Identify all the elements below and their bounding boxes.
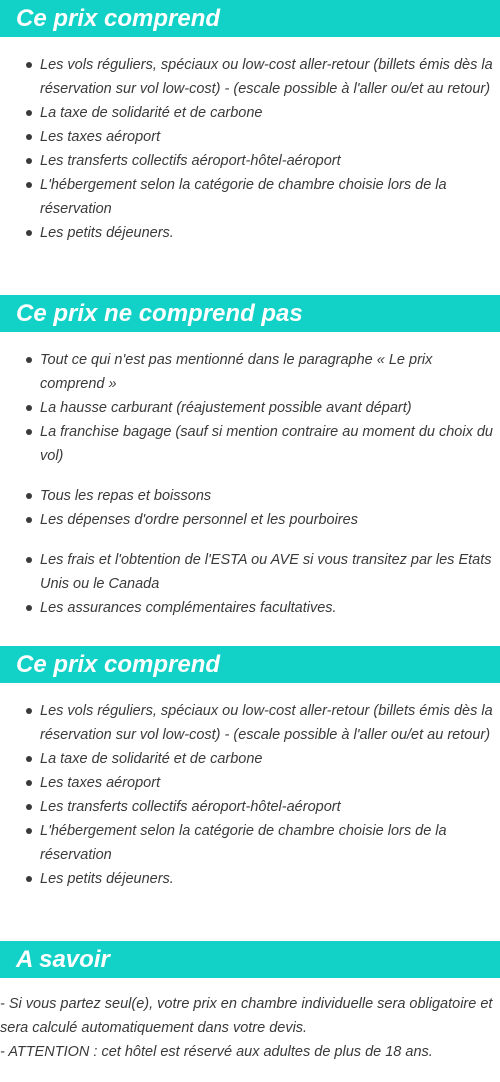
list-item: Les vols réguliers, spéciaux ou low-cost aller-retour (billets émis dès la réservation sur vol low-cost) - (escale possible à l'aller ou/et au retour) — [40, 699, 500, 747]
note-line: - Si vous partez seul(e), votre prix en chambre individuelle sera obligatoire et sera calculé automatiquement dans votre devis. — [0, 996, 493, 1036]
list-item: Les frais et l'obtention de l'ESTA ou AVE si vous transitez par les Etats Unis ou le Canada — [40, 548, 500, 596]
list-item: Les petits déjeuners. — [40, 221, 500, 245]
section-header-excludes — [0, 295, 500, 332]
section-header-includes-repeat — [0, 646, 500, 683]
list-item: La taxe de solidarité et de carbone — [40, 747, 500, 771]
includes-list — [0, 53, 500, 245]
list-item: Les taxes aéroport — [40, 771, 500, 795]
list-item: Tout ce qui n'est pas mentionné dans le paragraphe « Le prix comprend » — [40, 348, 500, 396]
list-item: Les transferts collectifs aéroport-hôtel-aéroport — [40, 149, 500, 173]
section-title: Ce prix comprend — [16, 651, 221, 678]
excludes-list — [0, 348, 500, 620]
list-item: La hausse carburant (réajustement possible avant départ) — [40, 396, 500, 420]
list-item: La franchise bagage (sauf si mention contraire au moment du choix du vol) — [40, 420, 500, 468]
includes-list-repeat — [0, 699, 500, 891]
list-item: L'hébergement selon la catégorie de chambre choisie lors de la réservation — [40, 173, 500, 221]
section-header-good-to-know — [0, 941, 500, 978]
list-item: Les taxes aéroport — [40, 125, 500, 149]
list-item: Les transferts collectifs aéroport-hôtel-aéroport — [40, 795, 500, 819]
list-item: Les vols réguliers, spéciaux ou low-cost aller-retour (billets émis dès la réservation sur vol low-cost) - (escale possible à l'aller ou/et au retour) — [40, 53, 500, 101]
list-item: La taxe de solidarité et de carbone — [40, 101, 500, 125]
section-title: A savoir — [16, 946, 110, 973]
good-to-know-notes — [0, 992, 500, 1064]
section-header-includes — [0, 0, 500, 37]
list-item: Tous les repas et boissons — [40, 484, 500, 508]
list-item: L'hébergement selon la catégorie de chambre choisie lors de la réservation — [40, 819, 500, 867]
list-item: Les petits déjeuners. — [40, 867, 500, 891]
list-item: Les assurances complémentaires facultatives. — [40, 596, 500, 620]
section-title: Ce prix ne comprend pas — [16, 300, 303, 327]
section-title: Ce prix comprend — [16, 5, 221, 32]
list-item: Les dépenses d'ordre personnel et les pourboires — [40, 508, 500, 532]
note-line: - ATTENTION : cet hôtel est réservé aux adultes de plus de 18 ans. — [0, 1044, 433, 1060]
